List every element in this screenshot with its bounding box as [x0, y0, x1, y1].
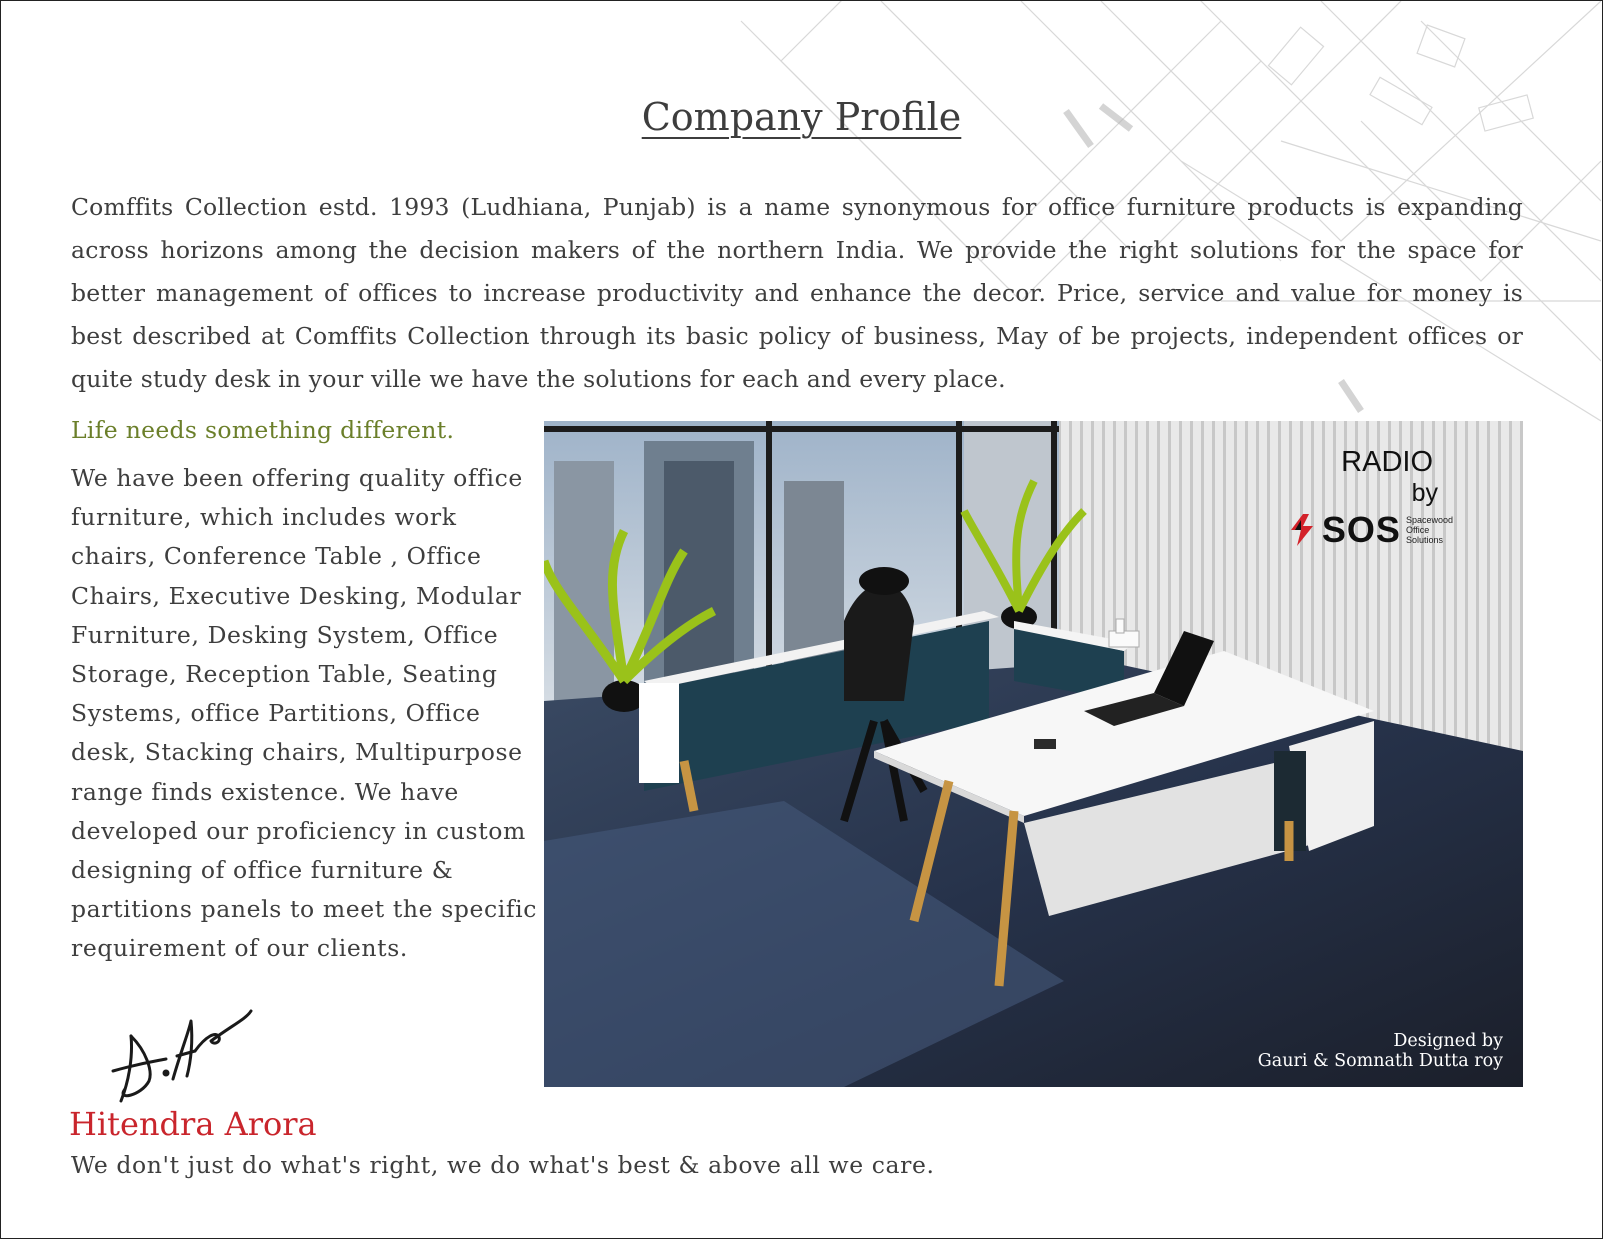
tagline: Life needs something different. — [71, 416, 455, 444]
credit-line-1: Designed by — [1393, 1031, 1503, 1051]
page-title-text: Company Profile — [641, 95, 962, 139]
product-name: RADIO — [1341, 446, 1433, 478]
intro-paragraph: Comffits Collection estd. 1993 (Ludhiana, Punjab) is a name synonymous for office furniture products is expanding across horizons among the decision makers of the northern India. We provide the right solutions for the space for better management of offices to increase productivity and enhance the decor. Price, service and value for money is best described at Comffits Collection through its basic policy of business, May of be projects, independent offices or quite study desk in your ville we have the solutions for each and every place. — [71, 193, 1523, 393]
sos-mark-icon — [1287, 512, 1317, 548]
credit-line-2: Gauri & Somnath Dutta roy — [1257, 1051, 1503, 1071]
sos-logo-subtitle — [1406, 515, 1453, 545]
description-paragraph: We have been offering quality office furniture, which includes work chairs, Conference Table , Office Chairs, Executive Desking, Modular Furniture, Desking System, Office Storage, Reception Table, Seating Systems, office Partitions, Office desk, Stacking chairs, Multipurpose range finds existence. We have developed our proficiency in custom designing of office furniture & partitions panels to meet the specific requirement of our clients. — [71, 464, 538, 963]
sos-sub-line-2: Office — [1405, 525, 1430, 535]
design-credit — [1258, 1031, 1503, 1071]
product-by-label: by — [1411, 479, 1438, 507]
page-title — [1, 95, 1602, 139]
sos-sub-line-3: Solutions — [1405, 535, 1443, 545]
sos-sub-line-1: Spacewood — [1405, 515, 1453, 525]
signer-name: Hitendra Arora — [69, 1105, 317, 1143]
office-product-photo — [544, 421, 1523, 1087]
company-motto: We don't just do what's right, we do what's best & above all we care. — [71, 1151, 935, 1179]
sos-logo-text: SOS — [1321, 509, 1401, 550]
sos-logo — [1287, 509, 1453, 551]
handwritten-signature — [111, 1001, 271, 1111]
